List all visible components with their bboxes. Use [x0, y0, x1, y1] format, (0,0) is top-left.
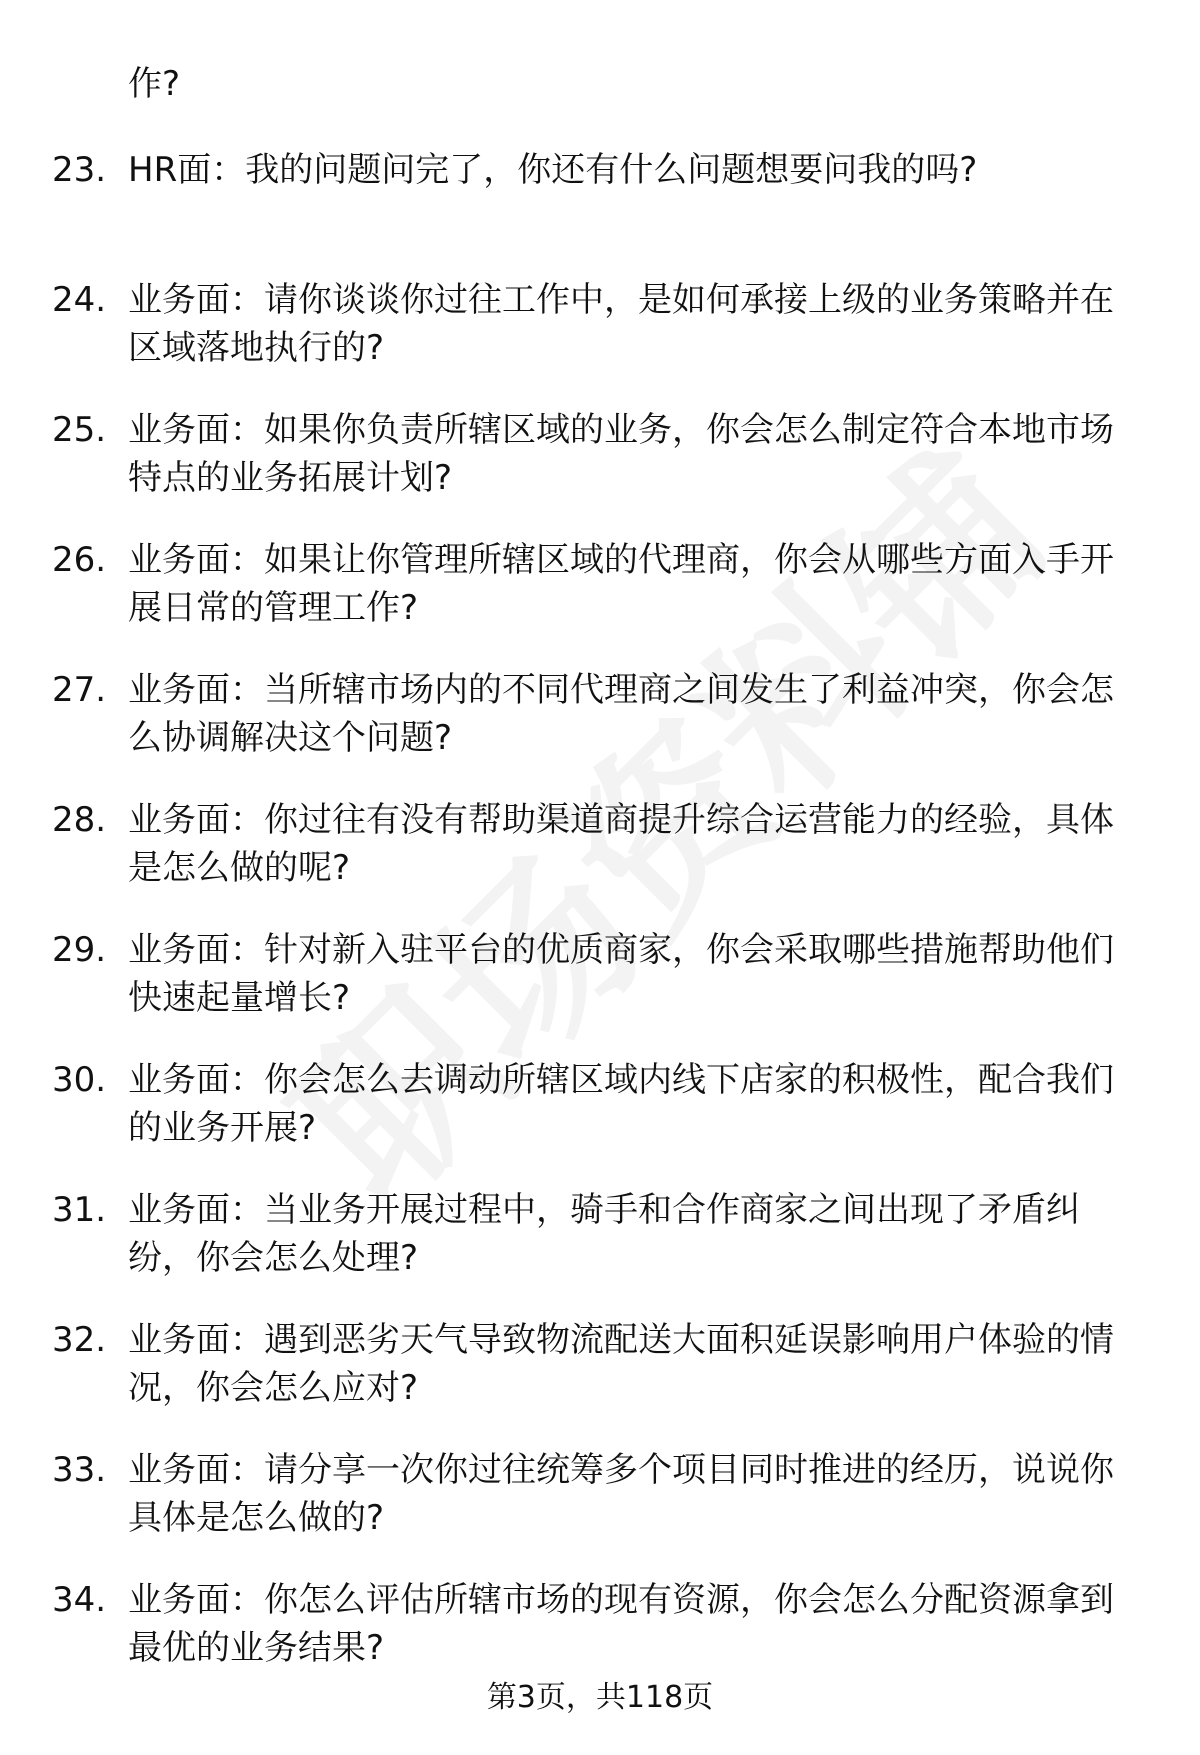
question-number: 31. [52, 1190, 107, 1230]
question-number: 27. [52, 670, 107, 710]
question-item [52, 1316, 1152, 1446]
question-item [52, 276, 1152, 406]
question-text: HR面：我的问题问完了，你还有什么问题想要问我的吗? [128, 150, 978, 190]
question-list [52, 146, 1152, 1706]
question-text: 业务面：当所辖市场内的不同代理商之间发生了利益冲突，你会怎么协调解决这个问题? [128, 670, 1114, 758]
question-number: 28. [52, 800, 107, 840]
question-text: 业务面：请分享一次你过往统筹多个项目同时推进的经历，说说你具体是怎么做的? [128, 1450, 1114, 1538]
question-text: 业务面：如果你负责所辖区域的业务，你会怎么制定符合本地市场特点的业务拓展计划? [128, 410, 1114, 498]
question-text: 业务面：遇到恶劣天气导致物流配送大面积延误影响用户体验的情况，你会怎么应对? [128, 1320, 1114, 1408]
page-footer: 第3页，共118页 [486, 1680, 714, 1715]
question-number: 29. [52, 930, 107, 970]
question-item [52, 666, 1152, 796]
question-item [52, 1446, 1152, 1576]
question-text: 业务面：你过往有没有帮助渠道商提升综合运营能力的经验，具体是怎么做的呢? [128, 800, 1114, 888]
question-number: 34. [52, 1580, 107, 1620]
continuation-text: 作? [128, 64, 181, 104]
question-text: 业务面：针对新入驻平台的优质商家，你会采取哪些措施帮助他们快速起量增长? [128, 930, 1114, 1018]
question-text: 业务面：你会怎么去调动所辖区域内线下店家的积极性，配合我们的业务开展? [128, 1060, 1114, 1148]
question-text: 业务面：如果让你管理所辖区域的代理商，你会从哪些方面入手开展日常的管理工作? [128, 540, 1114, 628]
question-item [52, 1186, 1152, 1316]
question-number: 23. [52, 150, 107, 190]
question-item [52, 926, 1152, 1056]
question-number: 25. [52, 410, 107, 450]
question-item [52, 536, 1152, 666]
question-number: 33. [52, 1450, 107, 1490]
question-item [52, 406, 1152, 536]
question-text: 业务面：当业务开展过程中，骑手和合作商家之间出现了矛盾纠纷，你会怎么处理? [128, 1190, 1080, 1278]
question-item [52, 1056, 1152, 1186]
question-number: 26. [52, 540, 107, 580]
question-number: 32. [52, 1320, 107, 1360]
question-item [52, 146, 1152, 276]
question-text: 业务面：你怎么评估所辖市场的现有资源，你会怎么分配资源拿到最优的业务结果? [128, 1580, 1114, 1668]
question-item [52, 796, 1152, 926]
question-text: 业务面：请你谈谈你过往工作中，是如何承接上级的业务策略并在区域落地执行的? [128, 280, 1114, 368]
question-number: 30. [52, 1060, 107, 1100]
question-number: 24. [52, 280, 107, 320]
